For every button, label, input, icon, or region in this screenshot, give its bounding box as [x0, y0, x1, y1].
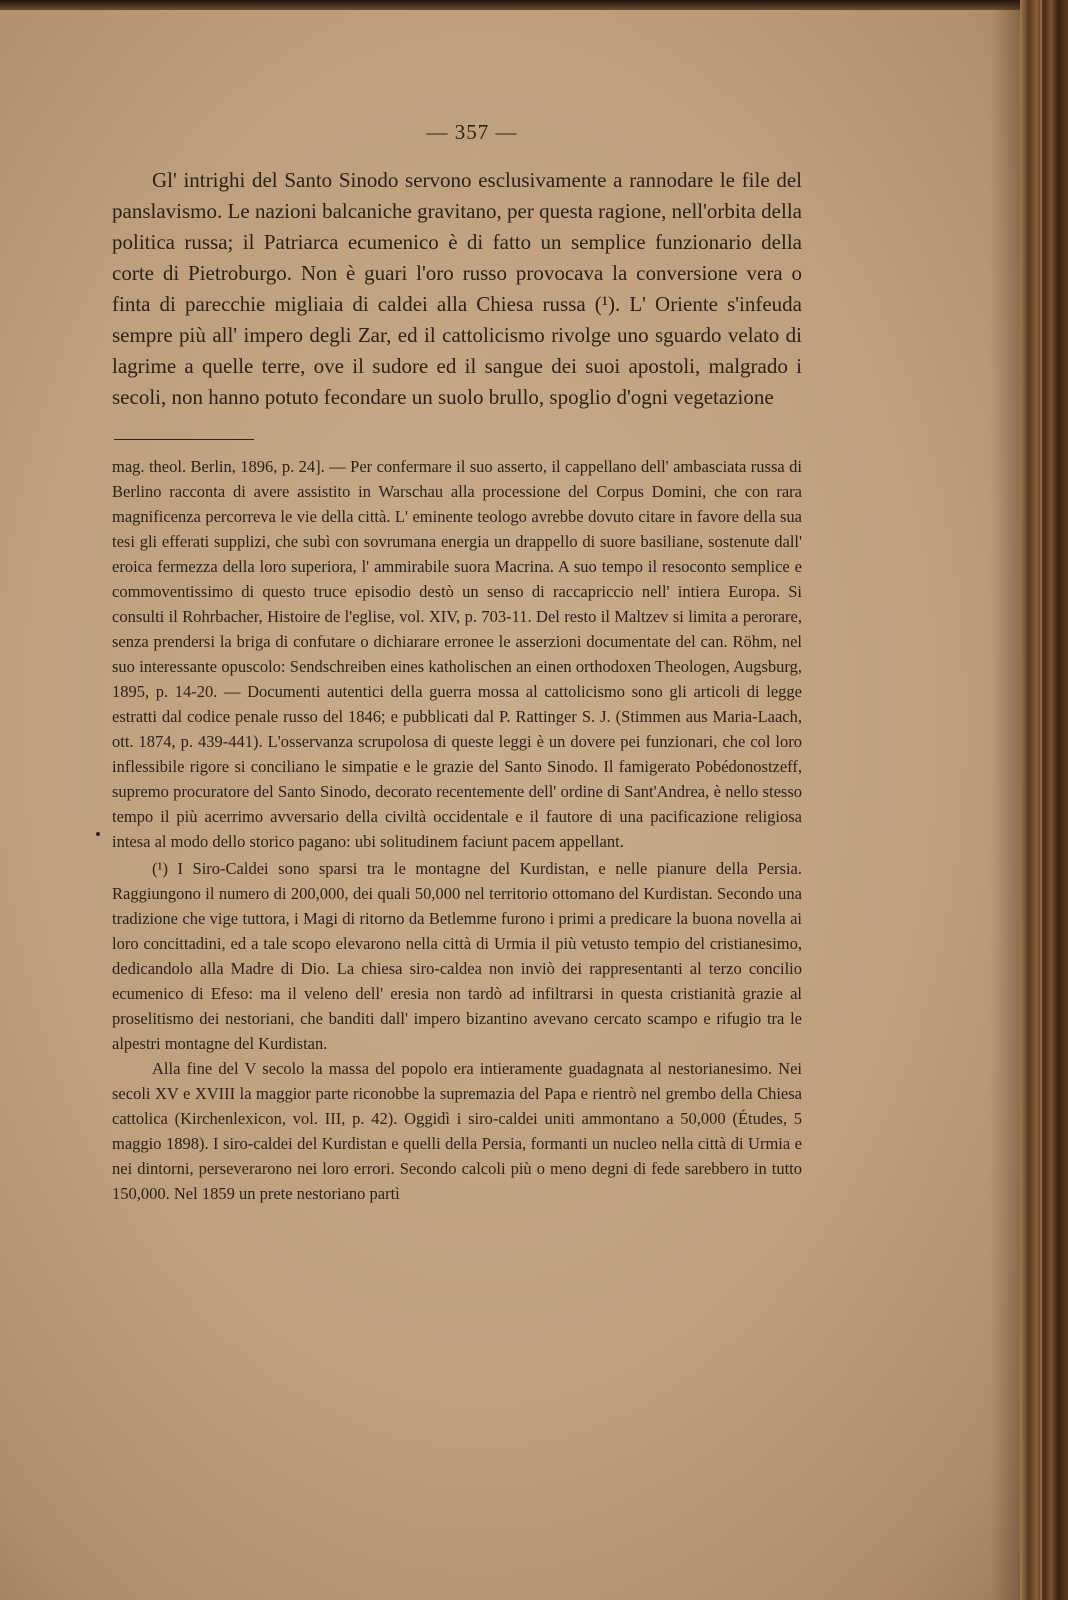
footnote-1: (¹) I Siro-Caldei sono sparsi tra le montagne del Kurdistan, e nelle pianure della Persia. Raggiungono il numero di 200,000, dei quali 50,000 nel territorio ottomano del Kurdistan. Secondo una tradizione che vige tuttora, i Magi di ritorno da Betlemme furono i primi a predicare la buona novella ai loro concittadini, ed a tale scopo elevarono nella città di Urmia il più vetusto tempio del cristianesimo, dedicandolo alla Madre di Dio. La chiesa siro-caldea non inviò dei rappresentanti al terzo concilio ecumenico di Efeso: ma il veleno dell' eresia non tardò ad infiltrarsi in questa cristianità grazie al proselitismo dei nestoriani, che banditi dall' impero bizantino avevano cercato scampo e rifugio tra le alpestri montagne del Kurdistan.	[112, 859, 802, 1053]
page-top-edge	[0, 0, 1068, 10]
text-block	[112, 120, 802, 1206]
footnote-separator	[114, 439, 254, 440]
footnote-1-continuation: Alla fine del V secolo la massa del popolo era intieramente guadagnata al nestorianesimo. Nei secoli XV e XVIII la maggior parte riconobbe la supremazia del Papa e rientrò nel grembo della Chiesa cattolica (Kirchenlexicon, vol. III, p. 42). Oggidì i siro-caldei uniti ammontano a 50,000 (Études, 5 maggio 1898). I siro-caldei del Kurdistan e quelli della Persia, formanti un nucleo nella città di Urmia e nei dintorni, perseverarono nei loro errori. Secondo calcoli più o meno degni di fede sarebbero in tutto 150,000. Nel 1859 un prete nestoriano partì	[112, 1059, 802, 1203]
main-text	[112, 165, 802, 413]
footnote-continuation: mag. theol. Berlin, 1896, p. 24]. — Per confermare il suo asserto, il cappellano dell' ambasciata russa di Berlino racconta di avere assistito in Warschau alla processione del Corpus Domini, che con rara magnificenza percorreva le vie della città. L' eminente teologo avrebbe dovuto citare in favore della sua tesi gli efferati supplizi, che subì con sovrumana energia un drappello di suore basiliane, sostenute dall' eroica fermezza della loro superiora, l' ammirabile suora Macrina. A suo tempo il resoconto semplice e commoventissimo di questo truce episodio destò un senso di raccapriccio nell' intiera Europa. Si consulti il Rohrbacher, Histoire de l'eglise, vol. XIV, p. 703-11. Del resto il Maltzev si limita a perorare, senza prendersi la briga di confutare o dichiarare erronee le asserzioni documentate del can. Röhm, nel suo interessante opuscolo: Sendschreiben eines katholischen an einen orthodoxen Theologen, Augsburg, 1895, p. 14-20. — Documenti autentici della guerra mossa al cattolicismo sono gli articoli di legge estratti dal codice penale russo del 1846; e pubblicati dal P. Rattinger S. J. (Stimmen aus Maria-Laach, ott. 1874, p. 439-441). L'osservanza scrupolosa di queste leggi è un dovere pei funzionari, che col loro inflessibile rigore si conciliano le simpatie e le grazie del Santo Sinodo. Il famigerato Pobédonostzeff, supremo procuratore del Santo Sinodo, decorato recentemente dell' ordine di Sant'Andrea, è nello stesso tempo il più acerrimo avversario della civiltà occidentale e il fautore di una pacificazione religiosa intesa al modo dello storico pagano: ubi solitudinem faciunt pacem appellant.	[112, 457, 802, 851]
page-number: — 357 —	[426, 120, 518, 144]
binding-line	[1040, 0, 1042, 1600]
body-paragraph: Gl' intrighi del Santo Sinodo servono esclusivamente a rannodare le file del panslavismo. Le nazioni balcaniche gravitano, per questa ragione, nell'orbita della politica russa; il Patriarca ecumenico è di fatto un semplice funzionario della corte di Pietroburgo. Non è guari l'oro russo provocava la conversione vera o finta di parecchie migliaia di caldei alla Chiesa russa (¹). L' Oriente s'infeuda sempre più all' impero degli Zar, ed il cattolicismo rivolge uno sguardo velato di lagrime a quelle terre, ove il sudore ed il sangue dei suoi apostoli, malgrado i secoli, non hanno potuto fecondare un suolo brullo, spoglio d'ogni vegetazione	[112, 168, 802, 409]
margin-mark	[96, 832, 100, 836]
gutter-shadow	[990, 0, 1020, 1600]
book-binding	[1020, 0, 1068, 1600]
footnotes	[112, 454, 802, 1206]
